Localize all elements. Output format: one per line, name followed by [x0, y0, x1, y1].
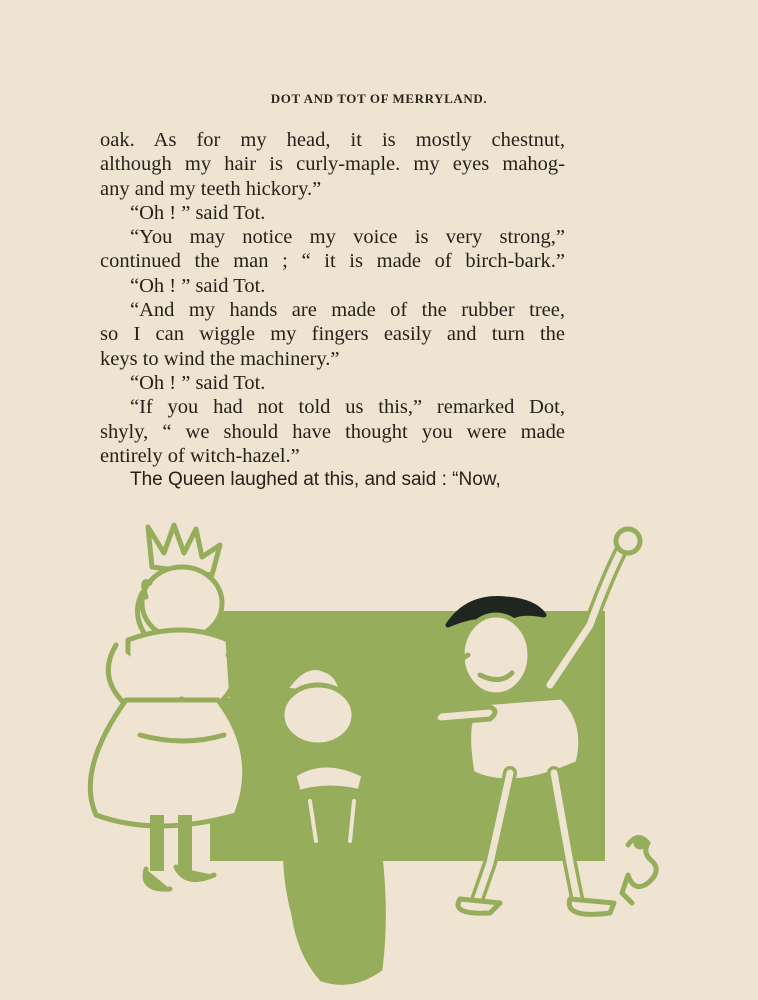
text-line: shyly, “ we should have thought you were made — [100, 420, 565, 443]
story-illustration — [80, 515, 680, 985]
text-line: although my hair is curly-maple. my eyes mahog- — [100, 153, 565, 176]
text-line: “Oh ! ” said Tot. — [130, 274, 266, 297]
text-line: “You may notice my voice is very strong,” — [130, 226, 565, 249]
text-line: entirely of witch-hazel.” — [100, 444, 300, 467]
wooden-man-hand — [616, 529, 640, 553]
text-line: The Queen laughed at this, and said : “Now, — [130, 469, 501, 491]
text-line: continued the man ; “ it is made of birch-bark.” — [100, 250, 565, 273]
text-line: any and my teeth hickory.” — [100, 177, 322, 200]
text-line: “And my hands are made of the rubber tree, — [130, 299, 565, 322]
body-text — [100, 128, 565, 492]
text-line: oak. As for my head, it is mostly chestnut, — [100, 129, 565, 151]
text-line: “Oh ! ” said Tot. — [130, 371, 266, 394]
text-line: “If you had not told us this,” remarked Dot, — [130, 396, 565, 419]
text-line: keys to wind the machinery.” — [100, 347, 340, 370]
tot-overalls — [285, 788, 383, 982]
text-line: so I can wiggle my fingers easily and turn the — [100, 323, 565, 346]
text-line: “Oh ! ” said Tot. — [130, 201, 266, 224]
monogram-icon — [622, 837, 656, 903]
running-head: DOT AND TOT OF MERRYLAND. — [270, 91, 488, 106]
